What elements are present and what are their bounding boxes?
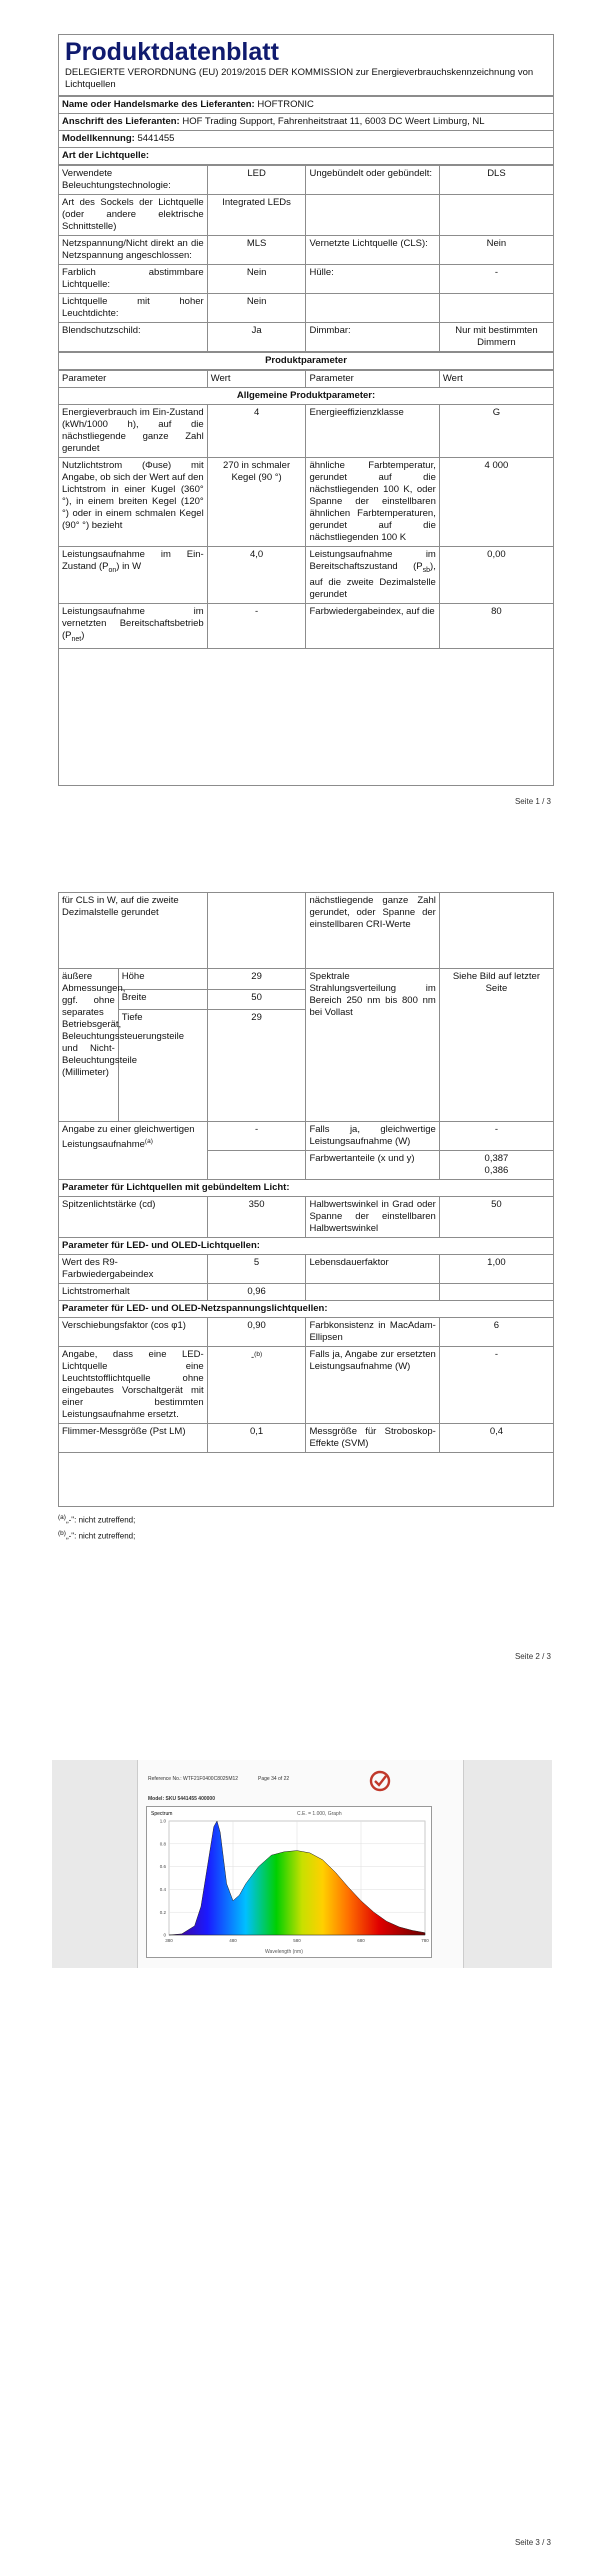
type-label-cell: Dimmbar: (306, 323, 439, 352)
param-value-cell: 4,0 (207, 547, 306, 604)
type-value-cell (439, 294, 553, 323)
page-3 (0, 1740, 603, 2560)
dimension-name: Höhe (118, 969, 207, 990)
type-label-cell: Netzspannung/Nicht direkt an die Netzspannung angeschlossen: (59, 236, 207, 265)
table-row (59, 969, 553, 990)
type-label-cell: Vernetzte Lichtquelle (CLS): (306, 236, 439, 265)
section-heading: Allgemeine Produktparameter: (59, 388, 553, 405)
label-text: Leistungsaufnahme im vernetzten Bereitschaftsbetrieb (P (62, 606, 204, 642)
y-tick-label: 0.4 (159, 1887, 166, 1892)
table-row (59, 1318, 553, 1347)
chart-legend: C.E. = 1.000, Graph (297, 1811, 342, 1817)
table-row (59, 458, 553, 547)
param-label-cell: Farbkonsistenz in MacAdam-Ellipsen (306, 1318, 439, 1347)
chroma-x-value: 0,387 (484, 1153, 509, 1164)
param-value-cell (439, 1151, 553, 1180)
certification-logo-icon (369, 1770, 391, 1792)
column-header: Wert (439, 371, 553, 388)
page-1 (0, 0, 603, 820)
model-row (59, 131, 553, 148)
chroma-y-value: 0,386 (484, 1165, 509, 1176)
test-report-page (137, 1760, 464, 1968)
column-header: Parameter (306, 371, 439, 388)
type-value-cell (439, 195, 553, 236)
subscript: sb (422, 567, 431, 575)
table-row (59, 1424, 553, 1453)
section-heading: Parameter für Lichtquellen mit gebündeltem Licht: (59, 1180, 553, 1197)
param-value-cell: 1,00 (439, 1255, 553, 1284)
footnote-mark: (a) (58, 1514, 66, 1521)
type-value-cell: Ja (207, 323, 306, 352)
param-value-cell: - (439, 1122, 553, 1151)
param-label-cell: Angabe, dass eine LED-Lichtquelle eine Leuchtstofflichtquelle ohne eingebautes Vorschaltgerät mit einer bestimmten Leistungsaufnahme ersetzt. (59, 1347, 207, 1424)
spectrum-report-image (52, 1760, 552, 1968)
section-heading: Parameter für LED- und OLED-Lichtquellen: (59, 1238, 553, 1255)
type-value-cell: DLS (439, 166, 553, 195)
x-tick-label: 480 (229, 1938, 237, 1943)
param-label-cell: Wert des R9-Farbwiedergabeindex (59, 1255, 207, 1284)
param-label-cell: Lebensdauerfaktor (306, 1255, 439, 1284)
param-label-cell (306, 1284, 439, 1301)
model-label: Modellkennung: (62, 133, 135, 145)
datasheet-table-page-2 (58, 892, 554, 1507)
param-value-cell: 0,96 (207, 1284, 306, 1301)
column-header: Wert (207, 371, 306, 388)
model-value: 5441455 (137, 133, 175, 145)
table-row (59, 236, 553, 265)
label-text: Leistungsaufnahme im Ein-Zustand (P (62, 549, 204, 573)
report-page: Page 34 of 22 (258, 1776, 290, 1782)
table-row (59, 195, 553, 236)
type-value-cell: Nein (207, 265, 306, 294)
address-label: Anschrift des Lieferanten: (62, 116, 180, 128)
dimension-name: Tiefe (118, 1010, 207, 1122)
type-label-cell: Blendschutzschild: (59, 323, 207, 352)
label-text: ) (81, 630, 85, 642)
label-text: Angabe zu einer gleichwertigen Leistungsaufnahme (62, 1124, 195, 1151)
superscript: (b) (254, 1351, 263, 1358)
x-tick-label: 680 (357, 1938, 365, 1943)
type-value-cell: MLS (207, 236, 306, 265)
value-text: - (251, 1352, 255, 1364)
footnote-a (58, 1512, 135, 1527)
table-row (59, 1197, 553, 1238)
y-tick-label: 1.0 (159, 1818, 166, 1824)
param-label-cell: nächstliegende ganze Zahl gerundet, oder Spanne der einstellbaren CRI-Werte (306, 893, 439, 969)
supplier-value: HOFTRONIC (257, 99, 314, 111)
table-row (59, 405, 553, 458)
type-value-cell: - (439, 265, 553, 294)
param-value-cell: - (207, 1122, 306, 1151)
type-value-cell: Nur mit bestimmten Dimmern (439, 323, 553, 352)
type-label-cell: Hülle: (306, 265, 439, 294)
table-row (59, 1255, 553, 1284)
table-row (59, 1347, 553, 1424)
table-row (59, 323, 553, 352)
type-label-cell: Verwendete Beleuchtungstechnologie: (59, 166, 207, 195)
param-label-cell: Messgröße für Stroboskop-Effekte (SVM) (306, 1424, 439, 1453)
x-tick-label: 380 (165, 1938, 173, 1943)
type-label-cell (306, 195, 439, 236)
param-label-cell: Energieverbrauch im Ein-Zustand (kWh/1000 h), auf die nächstliegende ganze Zahl gerundet (59, 405, 207, 458)
param-value-cell: 0,4 (439, 1424, 553, 1453)
param-label-cell: Farbwertanteile (x und y) (306, 1151, 439, 1180)
param-value-cell: 0,90 (207, 1318, 306, 1347)
param-label-cell: Falls ja, Angabe zur ersetzten Leistungsaufnahme (W) (306, 1347, 439, 1424)
param-label-cell (59, 1122, 207, 1180)
params-continued-table (59, 892, 553, 1453)
dimension-value: 29 (207, 969, 306, 990)
x-tick-label: 780 (421, 1938, 429, 1943)
type-label-cell: Art des Sockels der Lichtquelle (oder andere elektrische Schnittstelle) (59, 195, 207, 236)
supplier-info-table (59, 96, 553, 165)
product-params-table (59, 370, 553, 649)
type-value-cell: LED (207, 166, 306, 195)
regulation-subtitle: DELEGIERTE VERORDNUNG (EU) 2019/2015 DER KOMMISSION zur Energieverbrauchskennzeichnung von Lichtquellen (59, 67, 553, 96)
type-label-cell (306, 294, 439, 323)
param-value-cell: 0,1 (207, 1424, 306, 1453)
superscript: (a) (144, 1138, 153, 1145)
param-value-cell: 6 (439, 1318, 553, 1347)
table-row (59, 893, 553, 969)
param-value-cell: 350 (207, 1197, 306, 1238)
spectrum-chart-frame (146, 1806, 432, 1958)
dimensions-label: äußere Abmessungen, ggf. ohne separates Betriebsgerät, Beleuchtungssteuerungsteile und Nicht-Beleuchtungsteile (Millimeter) (59, 969, 118, 1122)
param-value-cell (439, 893, 553, 969)
footnote-text: „-": nicht zutreffend; (65, 1515, 136, 1525)
param-value-cell: - (207, 604, 306, 649)
dimension-value: 29 (207, 1010, 306, 1122)
param-label-cell: Halbwertswinkel in Grad oder Spanne der einstellbaren Halbwertswinkel (306, 1197, 439, 1238)
label-text: ), auf die zweite Dezimalstelle gerundet (309, 561, 436, 601)
section-heading: Produktparameter (59, 353, 553, 370)
address-value: HOF Trading Support, Fahrenheitstraat 11, 6003 DC Weert Limburg, NL (182, 116, 485, 128)
supplier-label: Name oder Handelsmarke des Lieferanten: (62, 99, 255, 111)
param-label-cell: Verschiebungsfaktor (cos φ1) (59, 1318, 207, 1347)
param-label-cell (306, 547, 439, 604)
model-line: Model: SKU 5441455 400000 (148, 1796, 215, 1802)
y-tick-label: 0 (163, 1932, 166, 1938)
chart-title: Spectrum (151, 1811, 173, 1817)
page-number: Seite 3 / 3 (514, 2538, 551, 2547)
param-label-cell: Falls ja, gleichwertige Leistungsaufnahme (W) (306, 1122, 439, 1151)
param-label-cell: Spitzenlichtstärke (cd) (59, 1197, 207, 1238)
param-label-cell: Farbwiedergabeindex, auf die (306, 604, 439, 649)
dimension-name: Breite (118, 989, 207, 1010)
footnote-mark: (b) (58, 1530, 66, 1537)
address-row (59, 114, 553, 131)
footnote-text: „-": nicht zutreffend; (65, 1531, 136, 1541)
dimension-value: 50 (207, 989, 306, 1010)
light-source-type-table (59, 165, 553, 352)
column-header-row (59, 371, 553, 388)
page-2 (0, 880, 603, 1680)
param-value-cell: 4 (207, 405, 306, 458)
param-label-cell: Energieeffizienzklasse (306, 405, 439, 458)
footnote-b (58, 1528, 135, 1543)
page-number: Seite 2 / 3 (514, 1652, 551, 1661)
spectrum-chart (147, 1807, 431, 1957)
param-label-cell: ähnliche Farbtemperatur, gerundet auf die nächstliegenden 100 K, oder Spanne der einstellbaren ähnlichen Farbtemperaturen, gerundet auf die nächstliegenden 100 K (306, 458, 439, 547)
param-value-cell (207, 1151, 306, 1180)
param-label-cell: Lichtstromerhalt (59, 1284, 207, 1301)
x-tick-label: 580 (293, 1938, 301, 1943)
param-value-cell: 5 (207, 1255, 306, 1284)
x-tick-labels (165, 1938, 429, 1943)
param-value-cell: 0,00 (439, 547, 553, 604)
label-text: Leistungsaufnahme im Bereitschaftszustand (P (309, 549, 436, 573)
light-source-type-header: Art der Lichtquelle: (59, 148, 553, 165)
table-row (59, 294, 553, 323)
supplier-row (59, 97, 553, 114)
subscript: on (108, 567, 117, 575)
product-params-header (59, 352, 553, 370)
table-row (59, 166, 553, 195)
param-value-cell (439, 1284, 553, 1301)
table-row (59, 1122, 553, 1151)
param-label-cell: Flimmer-Messgröße (Pst LM) (59, 1424, 207, 1453)
param-value-cell: 50 (439, 1197, 553, 1238)
param-value-cell (207, 893, 306, 969)
type-label-cell: Lichtquelle mit hoher Leuchtdichte: (59, 294, 207, 323)
type-value-cell: Integrated LEDs (207, 195, 306, 236)
y-tick-labels (160, 1819, 167, 1938)
param-label-cell: Nutzlichtstrom (Φuse) mit Angabe, ob sich der Wert auf den Lichtstrom in einer Kugel (360° °), in einem breiten Kegel (120° °) oder in einem schmalen Kegel (90° °) bezieht (59, 458, 207, 547)
type-value-cell: Nein (207, 294, 306, 323)
param-value-cell: 4 000 (439, 458, 553, 547)
page-title: Produktdatenblatt (65, 38, 279, 66)
column-header: Parameter (59, 371, 207, 388)
y-tick-label: 0.6 (159, 1864, 166, 1870)
table-row (59, 547, 553, 604)
param-value-cell: 270 in schmaler Kegel (90 °) (207, 458, 306, 547)
report-number: Reference No.: WTF21F0400C8025M12 (148, 1776, 239, 1782)
type-label-cell: Ungebündelt oder gebündelt: (306, 166, 439, 195)
type-value-cell: Nein (439, 236, 553, 265)
section-heading: Parameter für LED- und OLED-Netzspannungslichtquellen: (59, 1301, 553, 1318)
param-value-cell: G (439, 405, 553, 458)
x-axis-label: Wavelength (nm) (265, 1949, 303, 1955)
table-row (59, 604, 553, 649)
type-label-cell: Farblich abstimmbare Lichtquelle: (59, 265, 207, 294)
table-row (59, 265, 553, 294)
table-row (59, 1284, 553, 1301)
param-label-cell (59, 547, 207, 604)
param-label-cell: Spektrale Strahlungsverteilung im Bereich 250 nm bis 800 nm bei Vollast (306, 969, 439, 1122)
y-tick-label: 0.2 (159, 1909, 166, 1915)
param-value-cell: 80 (439, 604, 553, 649)
y-tick-label: 0.8 (159, 1841, 166, 1847)
datasheet-table-page-1 (58, 34, 554, 786)
param-label-cell: für CLS in W, auf die zweite Dezimalstelle gerundet (59, 893, 207, 969)
label-text: ) in W (116, 561, 142, 573)
param-value-cell: - (439, 1347, 553, 1424)
subscript: net (71, 636, 82, 644)
param-value-cell (207, 1347, 306, 1424)
page-number: Seite 1 / 3 (514, 797, 551, 806)
param-value-cell: Siehe Bild auf letzter Seite (439, 969, 553, 1122)
param-label-cell (59, 604, 207, 649)
